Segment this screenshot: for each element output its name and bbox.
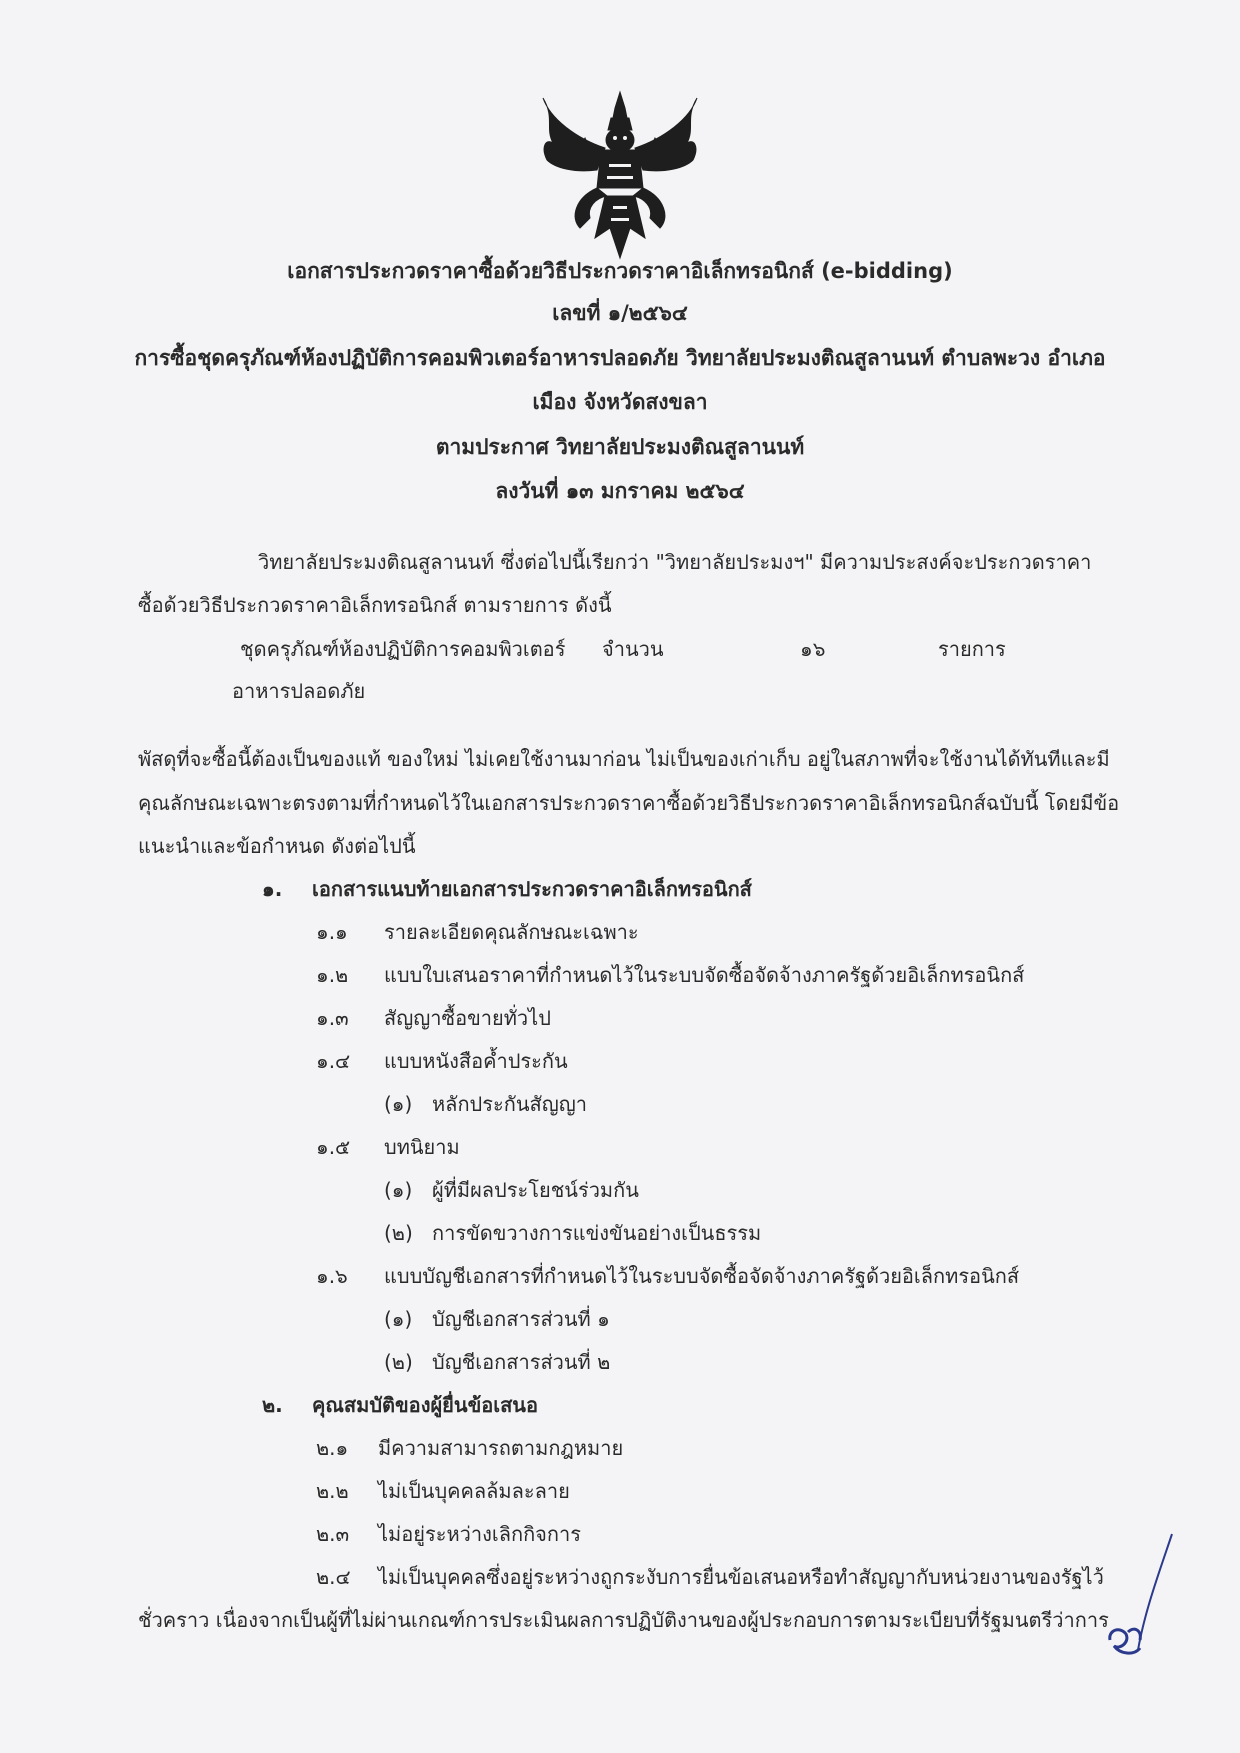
- garuda-emblem-icon: [535, 88, 705, 263]
- clause-text: รายละเอียดคุณลักษณะเฉพาะ: [384, 920, 639, 944]
- section-2-title: คุณสมบัติของผู้ยื่นข้อเสนอ: [312, 1393, 538, 1417]
- clause-text: สัญญาซื้อขายทั่วไป: [384, 1006, 551, 1030]
- clause-text: แบบหนังสือค้ำประกัน: [384, 1049, 568, 1073]
- clause-text: มีความสามารถตามกฎหมาย: [378, 1436, 624, 1460]
- clause-text: ไม่อยู่ระหว่างเลิกกิจการ: [378, 1522, 581, 1546]
- clause-text: แบบบัญชีเอกสารที่กำหนดไว้ในระบบจัดซื้อจัดจ้างภาครัฐด้วยอิเล็กทรอนิกส์: [384, 1264, 1020, 1288]
- item-qty-label: จำนวน: [602, 637, 664, 661]
- clause-number: ๑.๑: [316, 920, 348, 944]
- subclause-number: (๑): [384, 1092, 413, 1116]
- clause-number: ๒.๑: [316, 1436, 349, 1460]
- subclause-number: (๑): [384, 1307, 413, 1331]
- item-qty: ๑๖: [800, 637, 826, 661]
- clause-text: ไม่เป็นบุคคลซึ่งอยู่ระหว่างถูกระงับการยื่นข้อเสนอหรือทำสัญญากับหน่วยงานของรัฐไว้: [378, 1565, 1104, 1589]
- clause-number: ๑.๖: [316, 1264, 348, 1288]
- subclause-text: บัญชีเอกสารส่วนที่ ๑: [432, 1307, 610, 1331]
- document-number: เลขที่ ๑/๒๕๖๔: [552, 301, 688, 325]
- clause-text: ไม่เป็นบุคคลล้มละลาย: [378, 1479, 570, 1503]
- subclause-text: การขัดขวางการแข่งขันอย่างเป็นธรรม: [432, 1221, 762, 1245]
- item-name-cont: อาหารปลอดภัย: [232, 679, 366, 703]
- subclause-text: ผู้ที่มีผลประโยชน์ร่วมกัน: [432, 1178, 639, 1202]
- conditions-line-2: คุณลักษณะเฉพาะตรงตามที่กำหนดไว้ในเอกสารประกวดราคาซื้อด้วยวิธีประกวดราคาอิเล็กทรอนิกส์ฉบับนี้ โดยมีข้อ: [138, 791, 1120, 815]
- subclause-number: (๑): [384, 1178, 413, 1202]
- conditions-line-1: พัสดุที่จะซื้อนี้ต้องเป็นของแท้ ของใหม่ ไม่เคยใช้งานมาก่อน ไม่เป็นของเก่าเก็บ อยู่ในสภาพที่จะใช้งานได้ทันทีและมี: [138, 747, 1110, 771]
- section-1-number: ๑.: [262, 877, 283, 901]
- conditions-line-3: แนะนำและข้อกำหนด ดังต่อไปนี้: [138, 834, 416, 858]
- intro-line-1: วิทยาลัยประมงติณสูลานนท์ ซึ่งต่อไปนี้เรียกว่า "วิทยาลัยประมงฯ" มีความประสงค์จะประกวดราคา: [258, 550, 1092, 574]
- item-unit: รายการ: [938, 637, 1006, 661]
- subject-line-2: เมือง จังหวัดสงขลา: [532, 390, 708, 414]
- clause-number: ๒.๔: [316, 1565, 351, 1589]
- section-1-title: เอกสารแนบท้ายเอกสารประกวดราคาอิเล็กทรอนิกส์: [312, 877, 752, 901]
- clause-number: ๑.๓: [316, 1006, 349, 1030]
- clause-number: ๑.๒: [316, 963, 349, 987]
- date-line: ลงวันที่ ๑๓ มกราคม ๒๕๖๔: [495, 479, 745, 503]
- clause-text: แบบใบเสนอราคาที่กำหนดไว้ในระบบจัดซื้อจัดจ้างภาครัฐด้วยอิเล็กทรอนิกส์: [384, 963, 1025, 987]
- clause-text: บทนิยาม: [384, 1135, 460, 1159]
- clause-number: ๑.๕: [316, 1135, 351, 1159]
- section-2-continuation: ชั่วคราว เนื่องจากเป็นผู้ที่ไม่ผ่านเกณฑ์การประเมินผลการปฏิบัติงานของผู้ประกอบการตามระเบียบที่รัฐมนตรีว่าการ: [138, 1608, 1109, 1632]
- announcement-line: ตามประกาศ วิทยาลัยประมงติณสูลานนท์: [435, 435, 805, 459]
- clause-number: ๒.๒: [316, 1479, 349, 1503]
- document-title: เอกสารประกวดราคาซื้อด้วยวิธีประกวดราคาอิเล็กทรอนิกส์ (e-bidding): [287, 259, 953, 283]
- subclause-text: หลักประกันสัญญา: [432, 1092, 588, 1116]
- subclause-text: บัญชีเอกสารส่วนที่ ๒: [432, 1350, 611, 1374]
- section-2-number: ๒.: [262, 1393, 283, 1417]
- intro-line-2: ซื้อด้วยวิธีประกวดราคาอิเล็กทรอนิกส์ ตามรายการ ดังนี้: [138, 593, 612, 617]
- clause-number: ๑.๔: [316, 1049, 351, 1073]
- clause-number: ๒.๓: [316, 1522, 350, 1546]
- subclause-number: (๒): [384, 1221, 413, 1245]
- subclause-number: (๒): [384, 1350, 413, 1374]
- subject-line-1: การซื้อชุดครุภัณฑ์ห้องปฏิบัติการคอมพิวเตอร์อาหารปลอดภัย วิทยาลัยประมงติณสูลานนท์ ตำบลพะวง อำเภอ: [134, 346, 1106, 370]
- item-name: ชุดครุภัณฑ์ห้องปฏิบัติการคอมพิวเตอร์: [240, 637, 566, 661]
- signature-mark-icon: [1090, 1530, 1180, 1670]
